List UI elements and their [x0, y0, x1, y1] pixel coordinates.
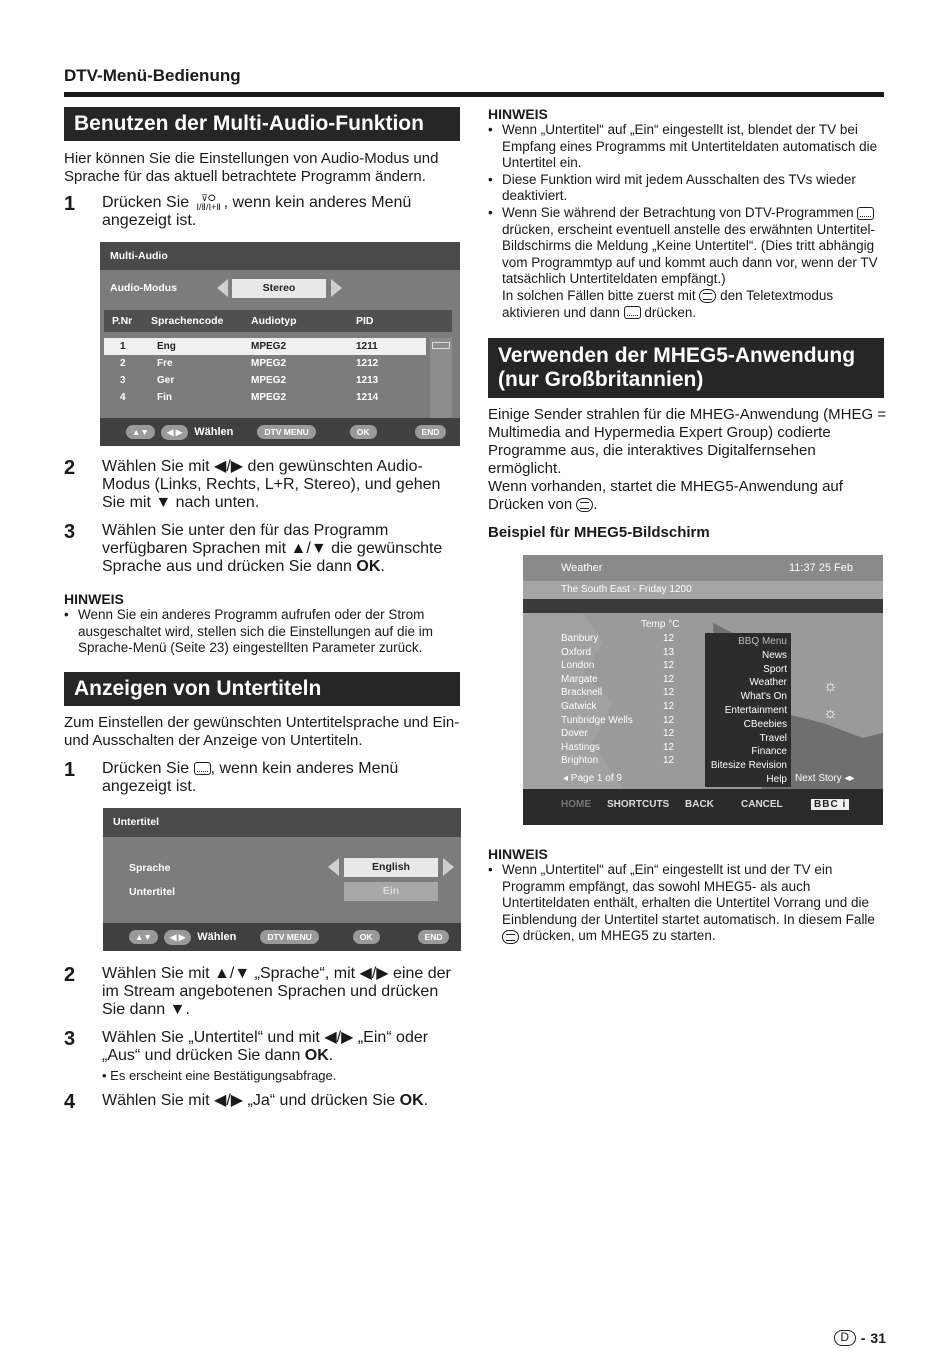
audio-table-header — [104, 310, 452, 332]
end-button[interactable]: END — [418, 930, 450, 944]
city-name: Hastings — [561, 741, 600, 753]
note-text: Wenn „Untertitel“ auf „Ein“ eingestellt ist und der TV ein Programm empfängt, das sowohl MHEG5- als auch Untertiteldaten enthält, erhalten die Untertitel Vorrang und die Einblendung der Untertitel startet automatisch. In diesem Falle — [502, 862, 875, 927]
arrow-left-icon[interactable] — [328, 858, 339, 876]
cell: MPEG2 — [251, 358, 287, 369]
subtitles-step-4 — [64, 1092, 464, 1112]
up-down-arrow-icon: ▲/▼ — [290, 540, 327, 557]
note-text: drücken. — [640, 304, 697, 320]
mheg-title: Weather — [561, 562, 603, 574]
left-right-arrow-icon: ◀/▶ — [324, 1029, 354, 1046]
page-number — [834, 1330, 886, 1346]
step-text: Wählen Sie mit — [102, 458, 215, 475]
section-title-mheg5: Verwenden der MHEG5-Anwendung (nur Großbritannien) — [488, 338, 884, 398]
col-audiotype: Audiotyp — [251, 315, 297, 327]
mheg-shortcuts-button[interactable]: SHORTCUTS — [607, 799, 670, 810]
note-item: • Wenn Sie ein anderes Programm aufrufen oder der Strom ausgeschaltet wird, stellen sich die Einstellungen auf die im Sprache-Menü (Seite 23) eingestellten Parameter zurück. — [64, 607, 464, 657]
cell: MPEG2 — [251, 341, 287, 352]
col-pnr: P.Nr — [112, 315, 133, 327]
teletext-button-icon — [502, 930, 519, 944]
note-list — [488, 122, 886, 321]
city-name: Margate — [561, 673, 598, 685]
mheg5-intro-b: Wenn vorhanden, startet die MHEG5-Anwendung auf Drücken von — [488, 478, 843, 513]
note-text: In solchen Fällen bitte zuerst mit — [502, 287, 700, 303]
cell: Eng — [157, 341, 176, 352]
down-arrow-icon: ▼ — [155, 494, 172, 511]
screen-footer — [103, 923, 461, 951]
cell: Fre — [157, 358, 173, 369]
audio-mode-label: Audio-Modus — [110, 282, 178, 294]
subtitles-step-3 — [64, 1029, 464, 1085]
cell: Fin — [157, 392, 172, 403]
subtitle-button-icon — [857, 207, 874, 220]
cell: 1211 — [356, 341, 378, 352]
note-item: • Diese Funktion wird mit jedem Ausschalten des TVs wieder deaktiviert. — [488, 172, 886, 205]
mheg-menu — [705, 633, 791, 787]
mheg-time: 11:37 25 Feb — [788, 562, 853, 574]
updown-icon: ▲▼ — [129, 930, 158, 944]
multi-audio-step-3 — [64, 522, 464, 576]
page-number-value: 31 — [870, 1330, 886, 1346]
city-name: Bracknell — [561, 687, 603, 699]
cell: 4 — [120, 392, 126, 403]
city-temperature: 12 — [663, 741, 675, 753]
cell: MPEG2 — [251, 375, 287, 386]
step-number: 3 — [64, 521, 76, 543]
page-header-title: DTV-Menü-Bedienung — [64, 66, 241, 85]
audio-icon-line1: ⊽ⵔ — [201, 193, 216, 203]
dtv-menu-button[interactable]: DTV MENU — [257, 425, 315, 439]
city-temperature: 12 — [663, 673, 675, 685]
subtitles-intro: Zum Einstellen der gewünschten Untertitelsprache und Ein- und Ausschalten der Anzeige von Untertiteln. — [64, 714, 460, 749]
cell: 3 — [120, 375, 126, 386]
note-text: den Teletextmodus aktivieren und dann — [502, 287, 834, 320]
left-right-arrow-icon: ◀/▶ — [214, 458, 244, 475]
city-temperature: 12 — [663, 755, 675, 767]
step-text: „Ja“ und drücken Sie — [243, 1092, 400, 1109]
leftright-icon: ◀ ▶ — [161, 425, 188, 440]
ok-label: OK — [356, 558, 381, 575]
untertitel-value[interactable]: Ein — [344, 882, 438, 901]
step-text: . — [328, 1047, 334, 1064]
mheg-menu-item[interactable]: Weather — [749, 677, 787, 689]
step-text: Wählen Sie mit — [102, 965, 215, 982]
mheg-menu-item[interactable]: Finance — [751, 746, 787, 758]
mheg5-example-heading: Beispiel für MHEG5-Bildschirm — [488, 524, 710, 541]
step-text: , wenn kein anderes Menü angezeigt ist. — [102, 760, 399, 795]
table-row[interactable] — [104, 372, 452, 389]
mheg-menu-item[interactable]: What's On — [740, 691, 787, 703]
left-right-arrow-icon: ◀/▶ — [359, 965, 389, 982]
screen-title: Untertitel — [103, 808, 461, 837]
updown-icon: ▲▼ — [126, 425, 155, 439]
city-name: Dover — [561, 728, 588, 740]
cell: MPEG2 — [251, 392, 287, 403]
audio-icon-line2: Ⅰ/Ⅱ/Ⅰ+Ⅱ — [196, 202, 221, 212]
cell: 1212 — [356, 358, 379, 369]
city-temperature: 13 — [663, 646, 675, 658]
step-number: 1 — [64, 193, 76, 215]
step-number: 2 — [64, 964, 76, 986]
mheg-footer — [523, 789, 883, 825]
city-name: Gatwick — [561, 701, 597, 712]
mheg5-intro-c: . — [593, 496, 598, 513]
city-name: Brighton — [561, 755, 599, 767]
mheg-menu-item[interactable]: Help — [766, 774, 787, 785]
multi-audio-screen — [100, 242, 460, 446]
ok-button[interactable]: OK — [350, 425, 377, 439]
step-text: den gewünschten Audio-Modus (Links, Rechts, L+R, Stereo), und gehen Sie mit — [102, 458, 441, 511]
city-temperature: 12 — [663, 701, 675, 712]
mheg5-intro-a: Einige Sender strahlen für die MHEG-Anwendung (MHEG = Multimedia and Hypermedia Expert Group) codierte Programme aus, die interaktives Digitalfernsehen ermöglicht. — [488, 406, 887, 477]
multi-audio-step-2 — [64, 458, 464, 512]
subtitles-step-2 — [64, 965, 464, 1019]
leftright-icon: ◀ ▶ — [164, 930, 191, 945]
step-text: „Ein“ oder „Aus“ und drücken Sie dann — [102, 1029, 429, 1064]
multi-audio-step-1 — [64, 194, 464, 230]
note-heading: HINWEIS — [64, 591, 124, 607]
up-down-arrow-icon: ▲/▼ — [214, 965, 251, 982]
down-arrow-icon: ▼ — [169, 1001, 186, 1018]
multi-audio-intro: Hier können Sie die Einstellungen von Audio-Modus und Sprache für das aktuell betrachtete Programm ändern. — [64, 150, 439, 185]
city-name: Oxford — [561, 646, 592, 658]
ok-label: OK — [399, 1092, 424, 1109]
step-text: . — [185, 1001, 190, 1018]
step-number: 2 — [64, 457, 76, 479]
note-text: drücken, erscheint eventuell anstelle des erwähnten Untertitel-Bildschirms die Meldung „Keine Untertitel“. (Dies tritt abhängig vom Programmtyp auf und kommt auch dann vor, wenn der TV tatsächlich Untertiteldaten empfängt.) — [502, 221, 878, 287]
mheg-menu-item[interactable]: CBeebies — [743, 718, 787, 730]
note-item — [488, 205, 886, 321]
untertitel-label: Untertitel — [129, 886, 176, 898]
mheg5-screen — [523, 555, 883, 825]
mheg-page-indicator[interactable]: ◂ Page 1 of 9 — [563, 773, 622, 784]
mheg-cancel-button[interactable]: CANCEL — [741, 799, 783, 810]
step-number: 3 — [64, 1028, 76, 1050]
ok-label: OK — [304, 1047, 329, 1064]
mheg-menu-item[interactable]: Bitesize Revision — [710, 760, 787, 772]
mheg-menu-item[interactable]: News — [761, 649, 787, 661]
sprache-value[interactable]: English — [344, 858, 438, 877]
city-temperature: 12 — [663, 728, 675, 740]
temp-header: Temp °C — [641, 619, 680, 630]
cloud-sun-icon: ☼ — [823, 678, 838, 695]
end-button[interactable]: END — [415, 425, 447, 439]
subtitle-screen — [103, 808, 461, 951]
sub-bullet-text: Es erscheint eine Bestätigungsabfrage. — [110, 1068, 337, 1083]
step-text: , wenn kein anderes Menü angezeigt ist. — [102, 194, 412, 230]
col-pid: PID — [356, 315, 374, 327]
step-text: nach unten. — [171, 494, 260, 511]
note-text: Wenn Sie während der Betrachtung von DTV-Programmen — [502, 204, 858, 220]
cell: 1213 — [356, 375, 379, 386]
subtitles-step-1 — [64, 760, 464, 796]
arrow-right-icon[interactable] — [443, 858, 454, 876]
step-text: Drücken Sie — [102, 760, 194, 777]
ok-button[interactable]: OK — [353, 930, 380, 944]
cloud-sun-icon: ☼ — [823, 705, 838, 722]
step-text: Wählen Sie unter den für das Programm verfügbaren Sprachen mit — [102, 522, 389, 557]
step-text: Drücken Sie — [102, 194, 194, 212]
header-rule — [64, 92, 884, 97]
note-heading: HINWEIS — [488, 106, 548, 122]
subtitle-button-icon — [194, 762, 211, 775]
mheg-subtitle: The South East - Friday 1200 — [523, 581, 883, 599]
step-number: 4 — [64, 1091, 76, 1113]
step-number: 1 — [64, 759, 76, 781]
step-text: Wählen Sie „Untertitel“ und mit — [102, 1029, 325, 1046]
step-text: . — [423, 1092, 429, 1109]
mheg-back-button[interactable]: BACK — [685, 799, 714, 810]
step-text: eine der im Stream angebotenen Sprachen und drücken Sie dann — [102, 965, 451, 1018]
note-item: • Wenn „Untertitel“ auf „Ein“ eingestellt ist, blendet der TV bei Empfang eines Programms mit Untertiteldaten automatisch die Untertitel ein. — [488, 122, 886, 172]
mheg-menu-item[interactable]: Entertainment — [724, 705, 787, 716]
cell: 2 — [120, 358, 126, 369]
mheg-menu-item[interactable]: Travel — [759, 732, 787, 744]
step-text: . — [380, 558, 385, 575]
note-item — [488, 862, 886, 945]
screen-title: Multi-Audio — [100, 242, 460, 270]
mheg-menu-item[interactable]: Sport — [763, 663, 787, 675]
step-text: Wählen Sie mit — [102, 1092, 215, 1109]
city-name: Tunbridge Wells — [561, 714, 633, 726]
mheg5-intro — [488, 406, 888, 514]
city-temperature: 12 — [663, 714, 675, 726]
mheg-menu-item[interactable]: BBQ Menu — [738, 636, 787, 647]
audio-mode-value[interactable]: Stereo — [232, 279, 326, 298]
city-temperature: 12 — [663, 687, 675, 699]
arrow-right-icon[interactable] — [331, 279, 342, 297]
subtitle-button-icon — [624, 306, 641, 319]
left-right-arrow-icon: ◀/▶ — [214, 1092, 244, 1109]
city-temperature: 12 — [663, 633, 675, 644]
note-list — [488, 862, 886, 945]
note-text: drücken, um MHEG5 zu starten. — [519, 928, 716, 944]
city-name: London — [561, 660, 595, 672]
note-list — [64, 607, 464, 657]
note-heading: HINWEIS — [488, 846, 548, 862]
city-name: Banbury — [561, 633, 599, 644]
teletext-button-icon — [699, 289, 716, 303]
section-title-multi-audio: Benutzen der Multi-Audio-Funktion — [64, 107, 460, 141]
page-separator: - — [860, 1330, 866, 1346]
cell: 1 — [120, 341, 126, 352]
table-row[interactable] — [104, 338, 426, 355]
cell: Ger — [157, 375, 175, 386]
scrollbar[interactable] — [430, 338, 452, 418]
scrollbar-thumb[interactable] — [432, 342, 450, 349]
mheg-top-bar — [523, 555, 883, 581]
step-text: die gewünschte Sprache aus und drücken Sie dann — [102, 540, 443, 575]
table-row[interactable] — [104, 389, 452, 406]
arrow-left-icon[interactable] — [217, 279, 228, 297]
footer-select-label: Wählen — [197, 931, 237, 943]
bbc-logo: BBC i — [811, 799, 849, 810]
city-temperature: 12 — [663, 660, 675, 672]
footer-select-label: Wählen — [194, 426, 234, 438]
col-language: Sprachencode — [151, 315, 224, 327]
step-sub-bullet: • Es erscheint eine Bestätigungsabfrage. — [102, 1068, 337, 1083]
sprache-label: Sprache — [129, 862, 171, 874]
teletext-button-icon — [576, 498, 593, 512]
section-title-subtitles: Anzeigen von Untertiteln — [64, 672, 460, 706]
screen-footer — [100, 418, 460, 446]
language-badge: D — [834, 1330, 856, 1346]
audio-button-icon — [194, 194, 224, 212]
cell: 1214 — [356, 392, 379, 403]
dtv-menu-button[interactable]: DTV MENU — [260, 930, 318, 944]
step-text: „Sprache“, mit — [250, 965, 360, 982]
mheg-home-button[interactable]: HOME — [561, 799, 591, 810]
mheg-next-story[interactable]: Next Story ◂▸ — [795, 773, 855, 784]
table-row[interactable] — [104, 355, 452, 372]
